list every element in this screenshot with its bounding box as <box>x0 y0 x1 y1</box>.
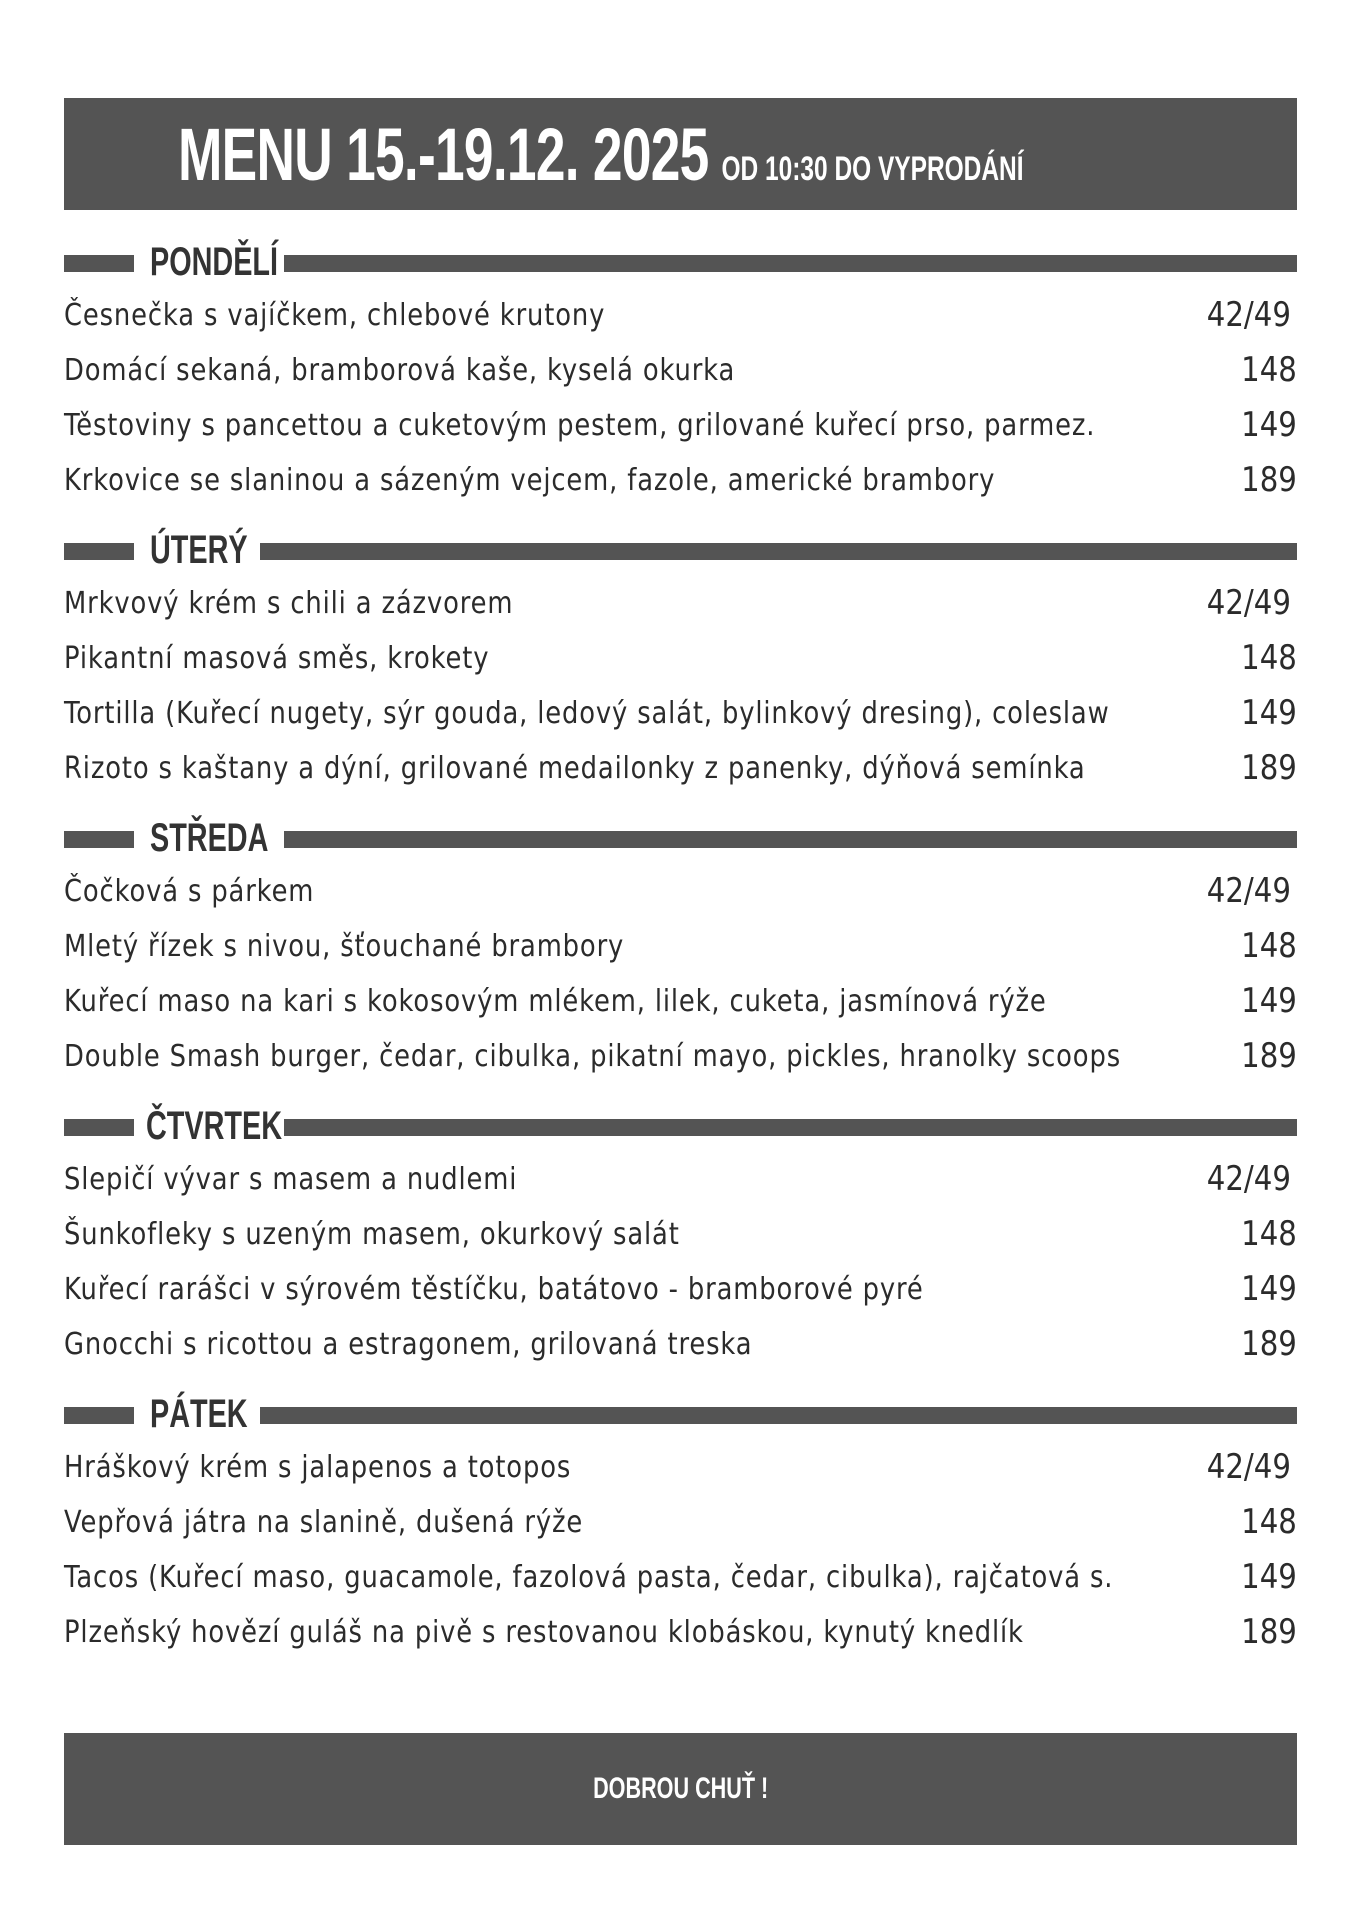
menu-item <box>64 631 1297 686</box>
day-section-monday <box>64 236 1297 508</box>
item-name: Gnocchi s ricottou a estragonem, grilovaná treska <box>64 1327 753 1362</box>
menu-item <box>64 288 1297 343</box>
day-label: PÁTEK <box>150 1392 248 1436</box>
day-section-friday <box>64 1388 1297 1660</box>
day-section-wednesday <box>64 812 1297 1084</box>
item-name: Kuřecí rarášci v sýrovém těstíčku, batátovo - bramborové pyré <box>64 1272 924 1307</box>
day-items <box>64 576 1297 796</box>
item-price: 42/49 <box>1206 1159 1291 1199</box>
day-header <box>64 236 1297 284</box>
day-bar-right <box>260 1407 1297 1424</box>
menu-item <box>64 919 1297 974</box>
menu-item <box>64 343 1297 398</box>
item-name: Tacos (Kuřecí maso, guacamole, fazolová pasta, čedar, cibulka), rajčatová s. <box>64 1560 1114 1595</box>
day-header <box>64 812 1297 860</box>
item-name: Těstoviny s pancettou a cuketovým pestem, grilované kuřecí prso, parmez. <box>64 408 1096 443</box>
day-label: STŘEDA <box>150 816 269 860</box>
item-price: 149 <box>1241 1557 1297 1597</box>
item-name: Tortilla (Kuřecí nugety, sýr gouda, ledový salát, bylinkový dresing), coleslaw <box>64 696 1110 731</box>
menu-item <box>64 974 1297 1029</box>
day-bar-left <box>64 1407 134 1424</box>
day-header <box>64 1388 1297 1436</box>
menu-title <box>178 112 1024 197</box>
menu-item <box>64 576 1297 631</box>
menu-item <box>64 1262 1297 1317</box>
item-name: Slepičí vývar s masem a nudlemi <box>64 1162 518 1197</box>
item-price: 149 <box>1241 693 1297 733</box>
menu-item <box>64 1440 1297 1495</box>
item-price: 42/49 <box>1206 871 1291 911</box>
menu-item <box>64 1152 1297 1207</box>
day-label: PONDĚLÍ <box>150 240 279 284</box>
item-price: 148 <box>1241 926 1297 966</box>
day-bar-left <box>64 543 134 560</box>
day-bar-left <box>64 1119 134 1136</box>
item-name: Vepřová játra na slanině, dušená rýže <box>64 1505 584 1540</box>
item-name: Čočková s párkem <box>64 874 315 909</box>
item-price: 42/49 <box>1206 1447 1291 1487</box>
day-header <box>64 1100 1297 1148</box>
menu-item <box>64 864 1297 919</box>
item-name: Hráškový krém s jalapenos a totopos <box>64 1450 572 1485</box>
menu-item <box>64 1317 1297 1372</box>
menu-item <box>64 1605 1297 1660</box>
item-price: 148 <box>1241 1214 1297 1254</box>
item-price: 148 <box>1241 350 1297 390</box>
day-bar-right <box>284 831 1297 848</box>
item-name: Kuřecí maso na kari s kokosovým mlékem, lilek, cuketa, jasmínová rýže <box>64 984 1047 1019</box>
menu-item <box>64 686 1297 741</box>
item-name: Plzeňský hovězí guláš na pivě s restovanou klobáskou, kynutý knedlík <box>64 1615 1024 1650</box>
item-name: Mrkvový krém s chili a zázvorem <box>64 586 514 621</box>
day-items <box>64 288 1297 508</box>
item-price: 189 <box>1241 1612 1297 1652</box>
item-price: 148 <box>1241 638 1297 678</box>
day-bar-right <box>284 1119 1297 1136</box>
day-bar-right <box>284 255 1297 272</box>
menu-item <box>64 1495 1297 1550</box>
day-items <box>64 864 1297 1084</box>
item-price: 148 <box>1241 1502 1297 1542</box>
menu-item <box>64 1550 1297 1605</box>
day-items <box>64 1152 1297 1372</box>
item-price: 149 <box>1241 981 1297 1021</box>
footer-text: DOBROU CHUŤ ! <box>592 1772 769 1805</box>
menu-item <box>64 1207 1297 1262</box>
day-bar-right <box>260 543 1297 560</box>
item-price: 189 <box>1241 748 1297 788</box>
item-price: 149 <box>1241 1269 1297 1309</box>
item-name: Double Smash burger, čedar, cibulka, pikatní mayo, pickles, hranolky scoops <box>64 1039 1121 1074</box>
day-items <box>64 1440 1297 1660</box>
menu-footer <box>64 1733 1297 1845</box>
day-bar-left <box>64 831 134 848</box>
menu-header <box>64 98 1297 210</box>
item-price: 42/49 <box>1206 583 1291 623</box>
item-price: 189 <box>1241 460 1297 500</box>
day-header <box>64 524 1297 572</box>
item-name: Šunkofleky s uzeným masem, okurkový salát <box>64 1217 680 1252</box>
menu-hours: OD 10:30 DO VYPRODÁNÍ <box>721 149 1024 188</box>
menu-item <box>64 398 1297 453</box>
day-label: ÚTERÝ <box>150 528 248 572</box>
item-name: Domácí sekaná, bramborová kaše, kyselá okurka <box>64 353 736 388</box>
item-name: Česnečka s vajíčkem, chlebové krutony <box>64 298 606 333</box>
item-name: Pikantní masová směs, krokety <box>64 641 490 676</box>
day-section-thursday <box>64 1100 1297 1372</box>
menu-title-text: MENU 15.-19.12. 2025 <box>178 112 709 196</box>
menu-item <box>64 1029 1297 1084</box>
item-price: 189 <box>1241 1036 1297 1076</box>
item-name: Rizoto s kaštany a dýní, grilované medailonky z panenky, dýňová semínka <box>64 751 1086 786</box>
item-name: Mletý řízek s nivou, šťouchané brambory <box>64 929 625 964</box>
item-name: Krkovice se slaninou a sázeným vejcem, fazole, americké brambory <box>64 463 996 498</box>
day-section-tuesday <box>64 524 1297 796</box>
day-label: ČTVRTEK <box>146 1104 283 1148</box>
day-bar-left <box>64 255 134 272</box>
item-price: 42/49 <box>1206 295 1291 335</box>
menu-item <box>64 453 1297 508</box>
menu-item <box>64 741 1297 796</box>
item-price: 149 <box>1241 405 1297 445</box>
item-price: 189 <box>1241 1324 1297 1364</box>
